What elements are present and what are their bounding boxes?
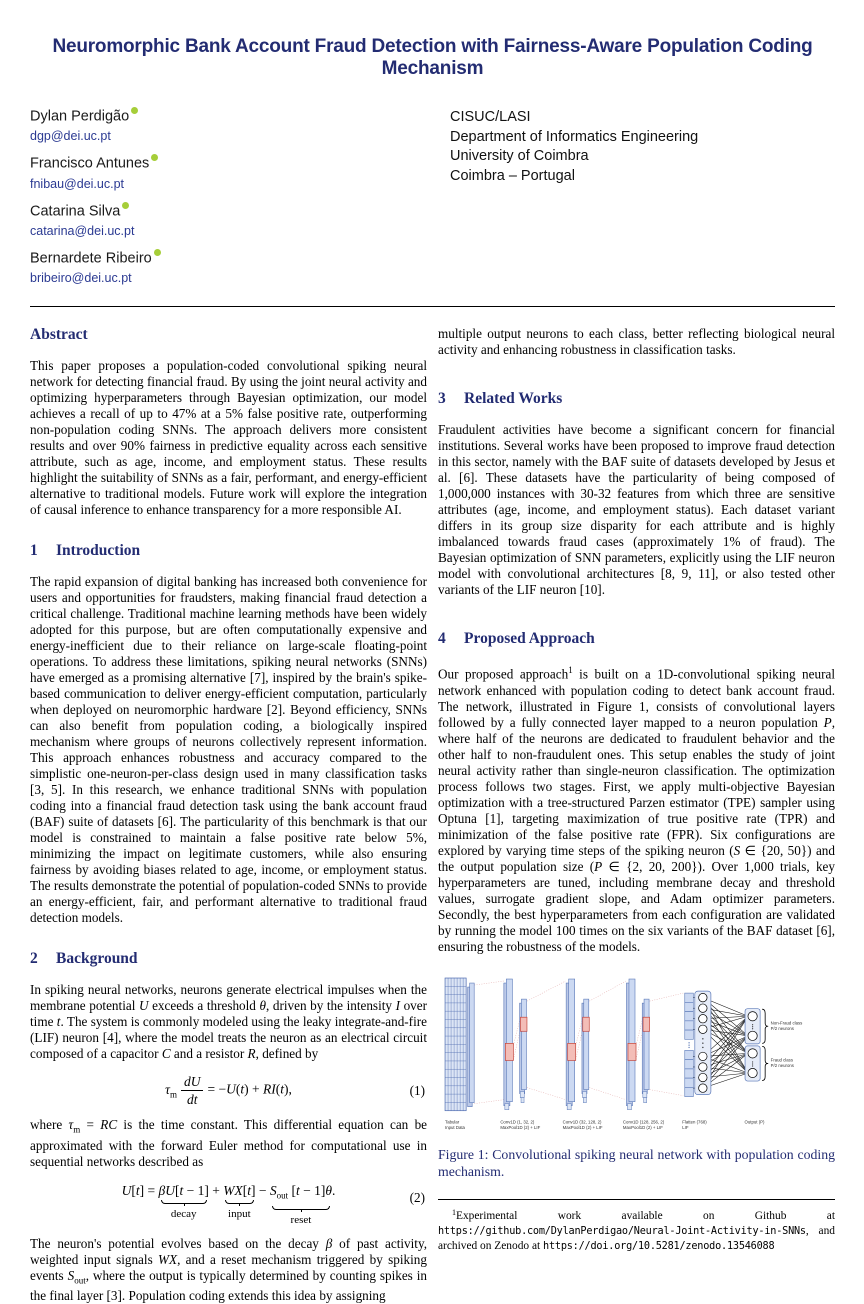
continuation-text: multiple output neurons to each class, better reflecting biological neural activity and enhancing robustness in classification tasks.: [438, 326, 835, 358]
figure-1-diagram: [438, 973, 835, 1134]
section-title: Related Works: [464, 390, 563, 408]
background-paragraph-1: In spiking neural networks, neurons generate electrical impulses when the membrane potential U exceeds a threshold θ, driven by the intensity I over time t. The system is commonly modeled using the leaky integrate-and-fire (LIF) neuron [4], where the model treats the neuron as an electrical circuit composed of a capacitor C and a resistor R, defined by: [30, 982, 427, 1062]
footnote-marker: 1: [452, 1207, 456, 1217]
stage-label: MaxPool1D (2) + LIF: [622, 1124, 663, 1130]
background-heading: [30, 950, 427, 968]
stage-label: Input Data: [445, 1124, 465, 1130]
related-works-heading: [438, 390, 835, 408]
section-title: Proposed Approach: [464, 630, 595, 648]
proposed-approach-text: Our proposed approach$^1$ is built on a 1D-convolutional spiking neural network enhanced with population coding to detect bank account fraud. The network, illustrated in Figure 1, consists of convolutional layers followed by a fully connected layer mapped to a neuron population P, where half of the neurons are dedicated to fraudulent behavior and the other half to non-fraudulent ones. This setup enables the study of joint neural activity rather than single-neuron classification. The optimization process follows two stages. First, we apply multi-objective Bayesian optimization with a tree-structured Parzen estimator (TPE) sampler using Optuna [1], targeting maximization of true positive rate (TPR) and minimization of the false positive rate (FPR). Six configurations are explored by varying time steps of the spiking neuron (S ∈ {20, 50}) and the output population size (P ∈ {2, 20, 200}). Over 1,000 trials, key hyperparameters are tuned, including membrane decay and threshold values, surrogate gradient slope, and Adam optimizer parameters. Secondly, the best hyperparameters from each configuration are validated by running the model 100 times on the six variants of the BAF dataset [6], ensuring the robustness of the models.: [438, 665, 836, 954]
two-column-body: [30, 326, 835, 1304]
equation-1: [30, 1074, 427, 1107]
underbrace-decay: βU[t − 1] decay: [158, 1182, 209, 1220]
stage-label: Tabular: [445, 1118, 460, 1124]
author-entry: [30, 202, 450, 238]
orcid-icon[interactable]: [131, 107, 138, 114]
output-class-label: Non-Fraud class: [770, 1019, 803, 1025]
section-title: Introduction: [56, 542, 141, 560]
figure-1-caption: Figure 1: Convolutional spiking neural network with population coding mechanism.: [438, 1146, 835, 1180]
affiliation-line: Coimbra – Portugal: [450, 167, 575, 184]
orcid-icon[interactable]: [151, 154, 158, 161]
abstract-heading: Abstract: [30, 326, 88, 344]
equation-1-rhs: = −U(t) + RI(t),: [207, 1081, 292, 1097]
author-email-link[interactable]: fnibau@dei.uc.pt: [30, 176, 125, 191]
section-number: 1: [30, 542, 38, 560]
introduction-text: The rapid expansion of digital banking has increased both convenience for users and opportunities for fraudsters, making financial fraud detection a critical challenge. Traditional machine learning methods have been widely adopted for this purpose, but are often computationally expensive and energy-inefficient due to their reliance on large-scale floating-point operations. To address these limitations, spiking neural networks (SNNs) have emerged as a promising alternative [7], inspired by the brain's spike-based communication to deliver energy-efficient computation, particularly when deployed on neuromorphic hardware [2]. Beyond efficiency, SNNs can also benefit from population coding, a biologically inspired mechanism where groups of neurons collectively represent information. This approach enhances robustness and accuracy compared to the simplistic one-neuron-per-class design used in many classification tasks [3, 5]. In this research, we enhance traditional SNNs with population coding into a financial fraud detection task using the bank account fraud (BAF) suite of datasets [6]. The particularity of this benchmark is that our model is constrained to maintain a false positive rate below 5%, minimizing the impact on legitimate customers, while also ensuring fairness by avoiding biases related to age, income, or employment status. The results demonstrate the potential of population-coded SNNs to provide an energy-efficient, fair, and performant alternative to traditional fraud detection models.: [30, 574, 427, 926]
author-email-link[interactable]: dgp@dei.uc.pt: [30, 129, 111, 144]
underbrace-label: reset: [290, 1213, 312, 1226]
orcid-icon[interactable]: [122, 202, 129, 209]
author-entry: [30, 154, 450, 190]
proposed-approach-heading: [438, 630, 835, 648]
section-number: 2: [30, 950, 38, 968]
right-column: [438, 326, 835, 1304]
byline: [30, 107, 835, 296]
stage-label: Conv1D (32, 128, 2): [562, 1118, 602, 1124]
affiliation-line: Department of Informatics Engineering: [450, 128, 699, 145]
footnote-text: $^1$Experimental work available on Github at https://github.com/DylanPerdigao/Neural-Joint-Activity-in-SNNs, and archived on Zenodo at https://doi.org/10.5281/zenodo.13546088: [438, 1207, 835, 1253]
underbrace: [272, 1206, 329, 1210]
equation-2-number: (2): [409, 1189, 425, 1205]
background-paragraph-2: where $\tau_m$ = RC is the time constant. This differential equation can be approximated with the forward Euler method for computational use in sequential networks described as: [30, 1117, 428, 1169]
equation-1-lhs: $\tau_m$: [165, 1081, 177, 1100]
underbrace-input: WX[t] input: [223, 1182, 256, 1220]
footnote-divider: [438, 1199, 835, 1200]
equation-1-fraction: [181, 1074, 204, 1107]
equation-2-plus: +: [212, 1182, 220, 1198]
introduction-heading: [30, 542, 427, 560]
output-class-label: P/2 neurons: [770, 1062, 794, 1068]
stage-label: MaxPool1D (2) + LIF: [500, 1124, 541, 1130]
section-number: 3: [438, 390, 446, 408]
section-title: Background: [56, 950, 138, 968]
stage-label: MaxPool1D (2) + LIF: [562, 1124, 603, 1130]
underbrace: [225, 1200, 255, 1204]
author-entry: [30, 249, 450, 285]
underbrace: [161, 1200, 207, 1204]
fraction-numerator: dU: [181, 1074, 204, 1091]
equation-2: [30, 1182, 427, 1226]
header-divider: [30, 306, 835, 307]
fraction-denominator: dt: [186, 1092, 198, 1108]
stage-label: Conv1D (128, 256, 2): [622, 1118, 665, 1124]
equation-2-row: [30, 1182, 427, 1226]
author-name: Catarina Silva: [30, 202, 121, 219]
author-name: Francisco Antunes: [30, 155, 150, 172]
abstract-text: This paper proposes a population-coded convolutional spiking neural network for detecting financial fraud. By using the joint neural activity and optimizing hyperparameters through Bayesian optimization, our model achieves a recall of up to 47% at a 5% false positive rate, outperforming non-population coding SNNs. The approach delivers more consistent results and over 90% fairness in predictive equality across each sensitive attribute, such as age, income, and employment status. These results highlight the suitability of SNNs as a fair, performant, and energy-efficient alternative to traditional models. Future work will explore the integration of causal inference to enhance transparency for a more responsible AI.: [30, 358, 427, 518]
stage-label: Output (P): [744, 1118, 765, 1124]
author-name: Bernardete Ribeiro: [30, 250, 152, 267]
footnote-block: [438, 1199, 835, 1255]
paper-title: Neuromorphic Bank Account Fraud Detection with Fairness-Aware Population Coding Mechanism: [52, 36, 813, 79]
author-entry: [30, 107, 450, 143]
equation-1-number: (1): [409, 1082, 425, 1098]
equation-2-period: .: [332, 1182, 336, 1198]
affiliation-line: CISUC/LASI: [450, 109, 531, 125]
author-email-link[interactable]: catarina@dei.uc.pt: [30, 223, 135, 238]
background-paragraph-3: The neuron's potential evolves based on the decay β of past activity, weighted input signals WX, and a reset mechanism triggered by spiking events $S_{out}$, where the output is typically determined by counting spikes in the final layer [3]. Population coding extends this idea by assigning: [30, 1235, 428, 1304]
orcid-icon[interactable]: [154, 249, 161, 256]
equation-2-minus: −: [258, 1182, 267, 1198]
underbrace-label: input: [228, 1207, 251, 1220]
section-number: 4: [438, 630, 446, 648]
author-list: [30, 107, 450, 296]
author-email-link[interactable]: bribeiro@dei.uc.pt: [30, 271, 132, 286]
author-name: Dylan Perdigão: [30, 108, 130, 125]
stage-label: LIF: [682, 1124, 689, 1130]
stage-label: Conv1D (1, 32, 2): [500, 1118, 535, 1124]
output-class-label: P/2 neurons: [770, 1025, 794, 1031]
underbrace-reset: $S_{out}$ [t − 1]θ reset: [269, 1182, 333, 1226]
equation-2-lead: U[t] =: [121, 1182, 159, 1198]
underbrace-label: decay: [170, 1207, 197, 1220]
affiliation-block: [450, 107, 698, 296]
related-works-text: Fraudulent activities have become a significant concern for financial institutions. Several works have been proposed to improve fraud detection in this sector, namely with the BAF suite of datasets developed by Jesus et al. [6]. These datasets have the particularity of being composed of 1,000,000 instances with 30-32 features from which three are sensitive attributes (age, income, and employment status). Each dataset variant differs in its group size disparity for each attribute and is highly imbalanced towards fraud cases (approximately 1% of fraud). The Bayesian optimization of SNN parameters, explicitly using the LIF neuron model with convolutional architectures [8, 9, 11], or also tested other variants of the LIF neuron [10].: [438, 422, 835, 598]
stage-label: Flatten (768): [682, 1118, 707, 1124]
affiliation-line: University of Coimbra: [450, 148, 589, 164]
output-class-label: Fraud class: [770, 1057, 793, 1063]
left-column: [30, 326, 427, 1304]
